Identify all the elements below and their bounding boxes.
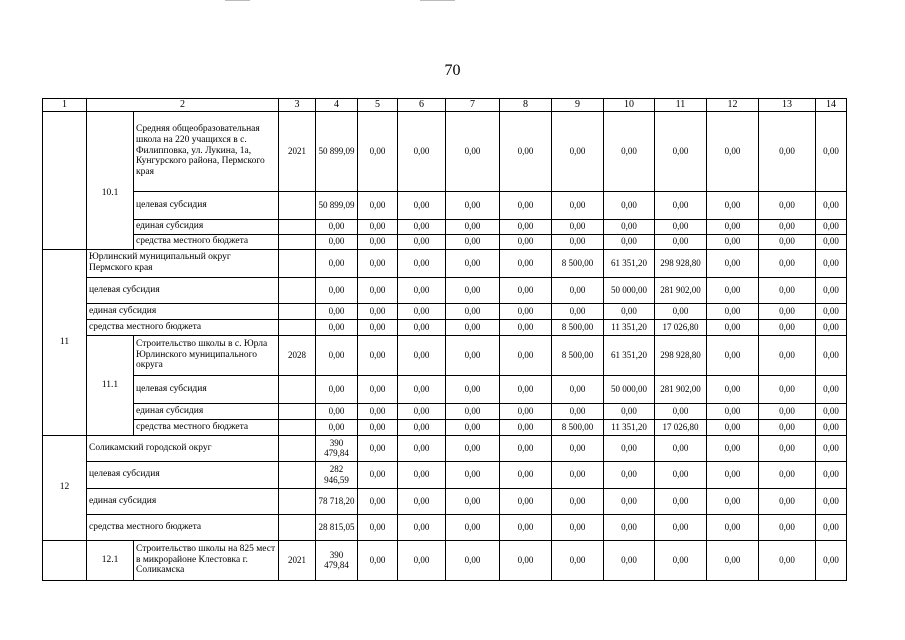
value-cell: 0,00: [759, 249, 816, 277]
funding-row: [43, 403, 847, 419]
value-cell: 50 000,00: [604, 375, 655, 403]
value-cell: 0,00: [398, 419, 446, 435]
value-cell: 0,00: [655, 219, 707, 234]
subitem-number-cell: 12.1: [87, 540, 134, 580]
value-cell: 0,00: [398, 249, 446, 277]
value-cell: 0,00: [552, 435, 604, 461]
header-cell: 6: [398, 99, 446, 112]
funding-source-cell: средства местного бюджета: [87, 319, 279, 335]
year-cell: [279, 375, 316, 403]
value-cell: 0,00: [500, 335, 552, 375]
year-cell: [279, 249, 316, 277]
value-cell: 0,00: [358, 277, 398, 303]
value-cell: 0,00: [398, 435, 446, 461]
subitem-number-cell: 10.1: [87, 111, 134, 249]
value-cell: 8 500,00: [552, 319, 604, 335]
funding-row: [43, 191, 847, 219]
value-cell: 0,00: [816, 191, 847, 219]
header-cell: 14: [816, 99, 847, 112]
value-cell: 0,00: [707, 111, 759, 191]
value-cell: 0,00: [816, 514, 847, 540]
value-cell: 0,00: [500, 488, 552, 514]
value-cell: 0,00: [500, 303, 552, 319]
value-cell: 0,00: [552, 219, 604, 234]
value-cell: 0,00: [655, 461, 707, 488]
value-cell: 0,00: [446, 514, 500, 540]
value-cell: 0,00: [358, 488, 398, 514]
value-cell: 0,00: [552, 303, 604, 319]
value-cell: 0,00: [358, 219, 398, 234]
value-cell: 0,00: [759, 234, 816, 249]
value-cell: 0,00: [707, 249, 759, 277]
year-cell: [279, 514, 316, 540]
value-cell: 11 351,20: [604, 419, 655, 435]
header-cell: 13: [759, 99, 816, 112]
value-cell: 0,00: [707, 375, 759, 403]
value-cell: 0,00: [446, 234, 500, 249]
value-cell: 0,00: [816, 249, 847, 277]
value-cell: 0,00: [552, 461, 604, 488]
header-cell: 2: [87, 99, 279, 112]
value-cell: 0,00: [398, 277, 446, 303]
value-cell: 0,00: [398, 403, 446, 419]
funding-row: [43, 488, 847, 514]
value-cell: 50 899,09: [316, 191, 358, 219]
value-cell: 0,00: [759, 219, 816, 234]
funding-row: [43, 461, 847, 488]
value-cell: 0,00: [500, 219, 552, 234]
subitem-number-cell: 11.1: [87, 335, 134, 435]
funding-source-cell: целевая субсидия: [134, 191, 279, 219]
funding-source-cell: средства местного бюджета: [134, 419, 279, 435]
value-cell: 0,00: [759, 514, 816, 540]
value-cell: 0,00: [655, 488, 707, 514]
value-cell: 0,00: [816, 375, 847, 403]
value-cell: 0,00: [759, 419, 816, 435]
value-cell: 0,00: [500, 403, 552, 419]
value-cell: 0,00: [759, 319, 816, 335]
value-cell: 0,00: [707, 488, 759, 514]
value-cell: 8 500,00: [552, 249, 604, 277]
value-cell: 0,00: [446, 435, 500, 461]
year-cell: [279, 219, 316, 234]
year-cell: [279, 303, 316, 319]
value-cell: 0,00: [707, 234, 759, 249]
value-cell: 0,00: [707, 303, 759, 319]
value-cell: 0,00: [358, 111, 398, 191]
value-cell: 0,00: [446, 335, 500, 375]
project-name-cell: Строительство школы на 825 мест в микрорайоне Клестовка г. Соликамска: [134, 540, 279, 580]
value-cell: 0,00: [358, 514, 398, 540]
value-cell: 8 500,00: [552, 419, 604, 435]
funding-source-cell: единая субсидия: [87, 488, 279, 514]
value-cell: 11 351,20: [604, 319, 655, 335]
value-cell: 0,00: [500, 514, 552, 540]
value-cell: 0,00: [816, 403, 847, 419]
value-cell: 0,00: [552, 111, 604, 191]
funding-row: [43, 277, 847, 303]
table-body: [43, 99, 847, 581]
value-cell: 0,00: [398, 191, 446, 219]
value-cell: 0,00: [707, 191, 759, 219]
value-cell: 0,00: [604, 461, 655, 488]
value-cell: 0,00: [552, 540, 604, 580]
project-name-cell: Строительство школы в с. Юрла Юрлинского муниципального округа: [134, 335, 279, 375]
value-cell: 0,00: [759, 488, 816, 514]
value-cell: 281 902,00: [655, 375, 707, 403]
value-cell: 50 899,09: [316, 111, 358, 191]
value-cell: 17 026,80: [655, 419, 707, 435]
value-cell: 298 928,80: [655, 249, 707, 277]
funding-source-cell: единая субсидия: [134, 403, 279, 419]
value-cell: 0,00: [604, 219, 655, 234]
value-cell: 0,00: [500, 540, 552, 580]
funding-row: [43, 514, 847, 540]
year-cell: [279, 403, 316, 419]
header-cell: 4: [316, 99, 358, 112]
value-cell: 0,00: [816, 219, 847, 234]
value-cell: 50 000,00: [604, 277, 655, 303]
value-cell: 0,00: [398, 303, 446, 319]
value-cell: 0,00: [398, 335, 446, 375]
value-cell: 0,00: [816, 319, 847, 335]
funding-source-cell: целевая субсидия: [134, 375, 279, 403]
header-cell: 1: [43, 99, 87, 112]
value-cell: 0,00: [604, 540, 655, 580]
value-cell: 0,00: [604, 111, 655, 191]
year-cell: 2028: [279, 335, 316, 375]
value-cell: 0,00: [759, 277, 816, 303]
value-cell: 0,00: [398, 461, 446, 488]
row-number-cell: [43, 111, 87, 249]
value-cell: 0,00: [398, 319, 446, 335]
funding-row: [43, 303, 847, 319]
value-cell: 61 351,20: [604, 335, 655, 375]
value-cell: 0,00: [759, 461, 816, 488]
value-cell: 0,00: [552, 403, 604, 419]
value-cell: 0,00: [500, 234, 552, 249]
value-cell: 0,00: [358, 375, 398, 403]
value-cell: 0,00: [500, 249, 552, 277]
value-cell: 0,00: [316, 303, 358, 319]
value-cell: 0,00: [398, 234, 446, 249]
value-cell: 0,00: [604, 234, 655, 249]
value-cell: 0,00: [816, 540, 847, 580]
value-cell: 0,00: [398, 540, 446, 580]
year-cell: [279, 435, 316, 461]
scan-artifact-line: [420, 0, 455, 1]
value-cell: 0,00: [707, 319, 759, 335]
value-cell: 282 946,59: [316, 461, 358, 488]
funding-source-cell: Соликамский городской округ: [87, 435, 279, 461]
year-cell: [279, 191, 316, 219]
value-cell: 0,00: [398, 488, 446, 514]
funding-row: [43, 234, 847, 249]
header-cell: 8: [500, 99, 552, 112]
project-name-cell: Средняя общеобразовательная школа на 220 учащихся в с. Филипповка, ул. Лукина, 1а, Кунгурского района, Пермского края: [134, 111, 279, 191]
value-cell: 17 026,80: [655, 319, 707, 335]
value-cell: 0,00: [552, 514, 604, 540]
value-cell: 0,00: [358, 303, 398, 319]
value-cell: 0,00: [316, 249, 358, 277]
value-cell: 0,00: [358, 234, 398, 249]
funding-source-cell: целевая субсидия: [87, 461, 279, 488]
header-cell: 10: [604, 99, 655, 112]
value-cell: 0,00: [816, 461, 847, 488]
row-number-cell: [43, 540, 87, 580]
value-cell: 0,00: [446, 277, 500, 303]
value-cell: 0,00: [316, 234, 358, 249]
value-cell: 0,00: [446, 488, 500, 514]
value-cell: 0,00: [316, 419, 358, 435]
value-cell: 0,00: [398, 111, 446, 191]
value-cell: 0,00: [398, 375, 446, 403]
value-cell: 0,00: [604, 403, 655, 419]
value-cell: 0,00: [446, 403, 500, 419]
value-cell: 0,00: [358, 319, 398, 335]
funding-source-cell: единая субсидия: [134, 219, 279, 234]
project-row: [43, 540, 847, 580]
value-cell: 0,00: [398, 219, 446, 234]
value-cell: 0,00: [655, 540, 707, 580]
value-cell: 0,00: [446, 375, 500, 403]
value-cell: 8 500,00: [552, 335, 604, 375]
value-cell: 0,00: [552, 277, 604, 303]
funding-row: [43, 249, 847, 277]
value-cell: 0,00: [655, 191, 707, 219]
value-cell: 0,00: [759, 435, 816, 461]
value-cell: 0,00: [707, 335, 759, 375]
value-cell: 0,00: [816, 419, 847, 435]
value-cell: 0,00: [707, 277, 759, 303]
value-cell: 0,00: [707, 403, 759, 419]
value-cell: 28 815,05: [316, 514, 358, 540]
project-row: [43, 111, 847, 191]
funding-row: [43, 375, 847, 403]
header-cell: 9: [552, 99, 604, 112]
value-cell: 0,00: [500, 191, 552, 219]
value-cell: 0,00: [398, 514, 446, 540]
value-cell: 0,00: [500, 111, 552, 191]
year-cell: [279, 419, 316, 435]
value-cell: 0,00: [446, 319, 500, 335]
value-cell: 0,00: [759, 540, 816, 580]
value-cell: 0,00: [358, 335, 398, 375]
value-cell: 0,00: [500, 435, 552, 461]
value-cell: 0,00: [446, 540, 500, 580]
row-number-cell: 11: [43, 249, 87, 435]
value-cell: 0,00: [707, 219, 759, 234]
value-cell: 0,00: [358, 249, 398, 277]
value-cell: 0,00: [446, 249, 500, 277]
value-cell: 0,00: [707, 540, 759, 580]
value-cell: 0,00: [500, 319, 552, 335]
funding-source-cell: средства местного бюджета: [87, 514, 279, 540]
funding-source-cell: средства местного бюджета: [134, 234, 279, 249]
value-cell: 0,00: [707, 461, 759, 488]
year-cell: [279, 277, 316, 303]
value-cell: 0,00: [446, 111, 500, 191]
value-cell: 0,00: [358, 191, 398, 219]
header-row: [43, 99, 847, 112]
value-cell: 0,00: [759, 111, 816, 191]
value-cell: 0,00: [759, 403, 816, 419]
year-cell: 2021: [279, 111, 316, 191]
value-cell: 0,00: [316, 335, 358, 375]
value-cell: 0,00: [446, 219, 500, 234]
value-cell: 0,00: [358, 540, 398, 580]
funding-row: [43, 319, 847, 335]
year-cell: [279, 488, 316, 514]
value-cell: 0,00: [816, 277, 847, 303]
funding-source-cell: целевая субсидия: [87, 277, 279, 303]
header-cell: 7: [446, 99, 500, 112]
value-cell: 0,00: [316, 403, 358, 419]
value-cell: 0,00: [316, 277, 358, 303]
value-cell: 0,00: [655, 234, 707, 249]
value-cell: 0,00: [552, 234, 604, 249]
header-cell: 11: [655, 99, 707, 112]
value-cell: 0,00: [604, 488, 655, 514]
value-cell: 78 718,20: [316, 488, 358, 514]
header-cell: 5: [358, 99, 398, 112]
year-cell: [279, 319, 316, 335]
value-cell: 0,00: [655, 303, 707, 319]
value-cell: 0,00: [604, 303, 655, 319]
value-cell: 0,00: [500, 375, 552, 403]
value-cell: 0,00: [759, 303, 816, 319]
value-cell: 281 902,00: [655, 277, 707, 303]
funding-source-cell: единая субсидия: [87, 303, 279, 319]
value-cell: 61 351,20: [604, 249, 655, 277]
value-cell: 0,00: [358, 435, 398, 461]
value-cell: 0,00: [816, 335, 847, 375]
value-cell: 0,00: [446, 191, 500, 219]
value-cell: 0,00: [316, 375, 358, 403]
value-cell: 0,00: [358, 461, 398, 488]
value-cell: 0,00: [358, 419, 398, 435]
funding-row: [43, 419, 847, 435]
value-cell: 390 479,84: [316, 540, 358, 580]
value-cell: 0,00: [446, 303, 500, 319]
value-cell: 0,00: [500, 461, 552, 488]
value-cell: 0,00: [759, 375, 816, 403]
year-cell: [279, 234, 316, 249]
value-cell: 0,00: [707, 435, 759, 461]
value-cell: 0,00: [316, 319, 358, 335]
value-cell: 0,00: [358, 403, 398, 419]
scan-artifact-line: [225, 0, 250, 1]
year-cell: [279, 461, 316, 488]
value-cell: 0,00: [816, 234, 847, 249]
row-number-cell: 12: [43, 435, 87, 540]
funding-row: [43, 219, 847, 234]
value-cell: 0,00: [816, 435, 847, 461]
value-cell: 0,00: [446, 419, 500, 435]
page-number: 70: [444, 62, 461, 79]
budget-table: [42, 98, 847, 581]
value-cell: 298 928,80: [655, 335, 707, 375]
value-cell: 0,00: [655, 111, 707, 191]
value-cell: 0,00: [759, 191, 816, 219]
value-cell: 0,00: [604, 191, 655, 219]
year-cell: 2021: [279, 540, 316, 580]
value-cell: 0,00: [707, 514, 759, 540]
value-cell: 0,00: [759, 335, 816, 375]
value-cell: 0,00: [655, 514, 707, 540]
value-cell: 0,00: [604, 435, 655, 461]
project-row: [43, 335, 847, 375]
header-cell: 3: [279, 99, 316, 112]
value-cell: 0,00: [655, 403, 707, 419]
header-cell: 12: [707, 99, 759, 112]
value-cell: 0,00: [500, 277, 552, 303]
value-cell: 390 479,84: [316, 435, 358, 461]
value-cell: 0,00: [500, 419, 552, 435]
value-cell: 0,00: [655, 435, 707, 461]
value-cell: 0,00: [707, 419, 759, 435]
value-cell: 0,00: [552, 191, 604, 219]
value-cell: 0,00: [552, 488, 604, 514]
value-cell: 0,00: [604, 514, 655, 540]
value-cell: 0,00: [816, 111, 847, 191]
value-cell: 0,00: [816, 303, 847, 319]
value-cell: 0,00: [552, 375, 604, 403]
value-cell: 0,00: [446, 461, 500, 488]
funding-row: [43, 435, 847, 461]
value-cell: 0,00: [316, 219, 358, 234]
funding-source-cell: Юрлинский муниципальный округ Пермского края: [87, 249, 279, 277]
value-cell: 0,00: [816, 488, 847, 514]
